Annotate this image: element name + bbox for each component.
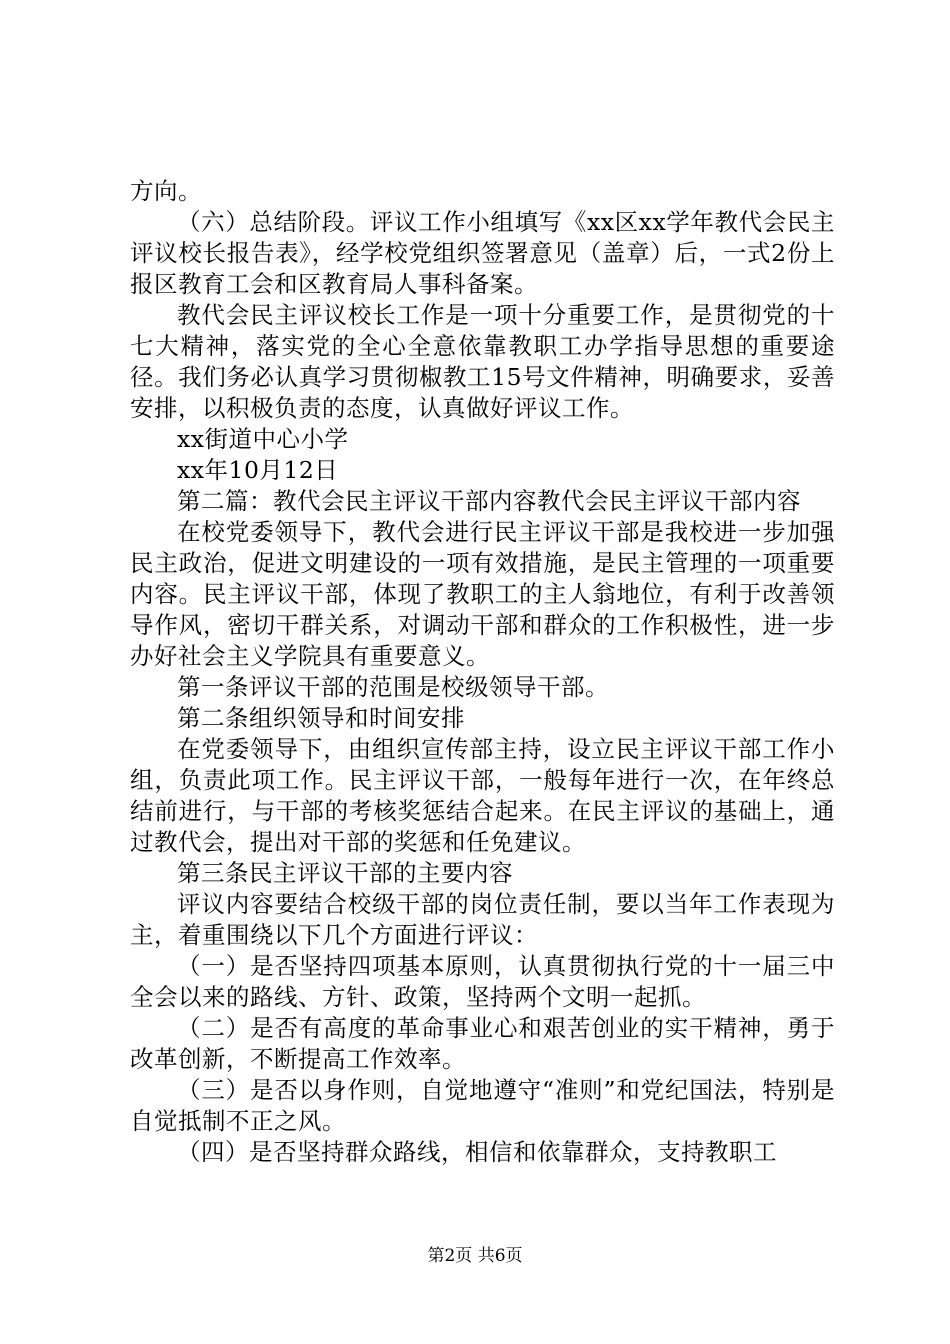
article-one: 第一条评议干部的范围是校级领导干部。	[177, 673, 609, 701]
paragraph-summary-stage: （六）总结阶段。评议工作小组填写《xx区xx学年教代会民主评议校长报告表》，经学校党组织签署意见（盖章）后，一式2份上报区教育工会和区教育局人事科备案。	[130, 208, 835, 298]
article-three-heading: 第三条民主评议干部的主要内容	[177, 859, 513, 887]
paragraph-intro: 在校党委领导下，教代会进行民主评议干部是我校进一步加强民主政治，促进文明建设的一项有效措施，是民主管理的一项重要内容。民主评议干部，体现了教职工的主人翁地位，有利于改善领导作风，密切干群关系，对调动干部和群众的工作积极性，进一步办好社会主义学院具有重要意义。	[130, 518, 835, 670]
paragraph-importance: 教代会民主评议校长工作是一项十分重要工作，是贯彻党的十七大精神，落实党的全心全意依靠教职工办学指导思想的重要途径。我们务必认真学习贯彻椒教工15号文件精神，明确要求，妥善安排，以积极负责的态度，认真做好评议工作。	[130, 301, 835, 422]
signature-date: xx年10月12日	[177, 456, 339, 484]
document-body	[130, 176, 835, 1168]
list-item-three: （三）是否以身作则，自觉地遵守“准则”和党纪国法，特别是自觉抵制不正之风。	[130, 1076, 835, 1135]
list-item-four: （四）是否坚持群众路线，相信和依靠群众，支持教职工	[177, 1138, 777, 1166]
paragraph-continuation: 方向。	[130, 177, 202, 205]
signature-school: xx街道中心小学	[177, 425, 349, 453]
article-two-body: 在党委领导下，由组织宣传部主持，设立民主评议干部工作小组，负责此项工作。民主评议干部，一般每年进行一次，在年终总结前进行，与干部的考核奖惩结合起来。在民主评议的基础上，通过教代会，提出对干部的奖惩和任免建议。	[130, 735, 835, 856]
list-item-two: （二）是否有高度的革命事业心和艰苦创业的实干精神，勇于改革创新，不断提高工作效率。	[130, 1014, 835, 1073]
section-heading-part-two: 第二篇：教代会民主评议干部内容教代会民主评议干部内容	[177, 487, 801, 515]
page-number-footer: 第2页 共6页	[427, 1246, 523, 1266]
article-three-body: 评议内容要结合校级干部的岗位责任制，要以当年工作表现为主，着重围绕以下几个方面进行评议：	[130, 890, 835, 949]
list-item-one: （一）是否坚持四项基本原则，认真贯彻执行党的十一届三中全会以来的路线、方针、政策，坚持两个文明一起抓。	[130, 952, 835, 1011]
article-two-heading: 第二条组织领导和时间安排	[177, 704, 465, 732]
